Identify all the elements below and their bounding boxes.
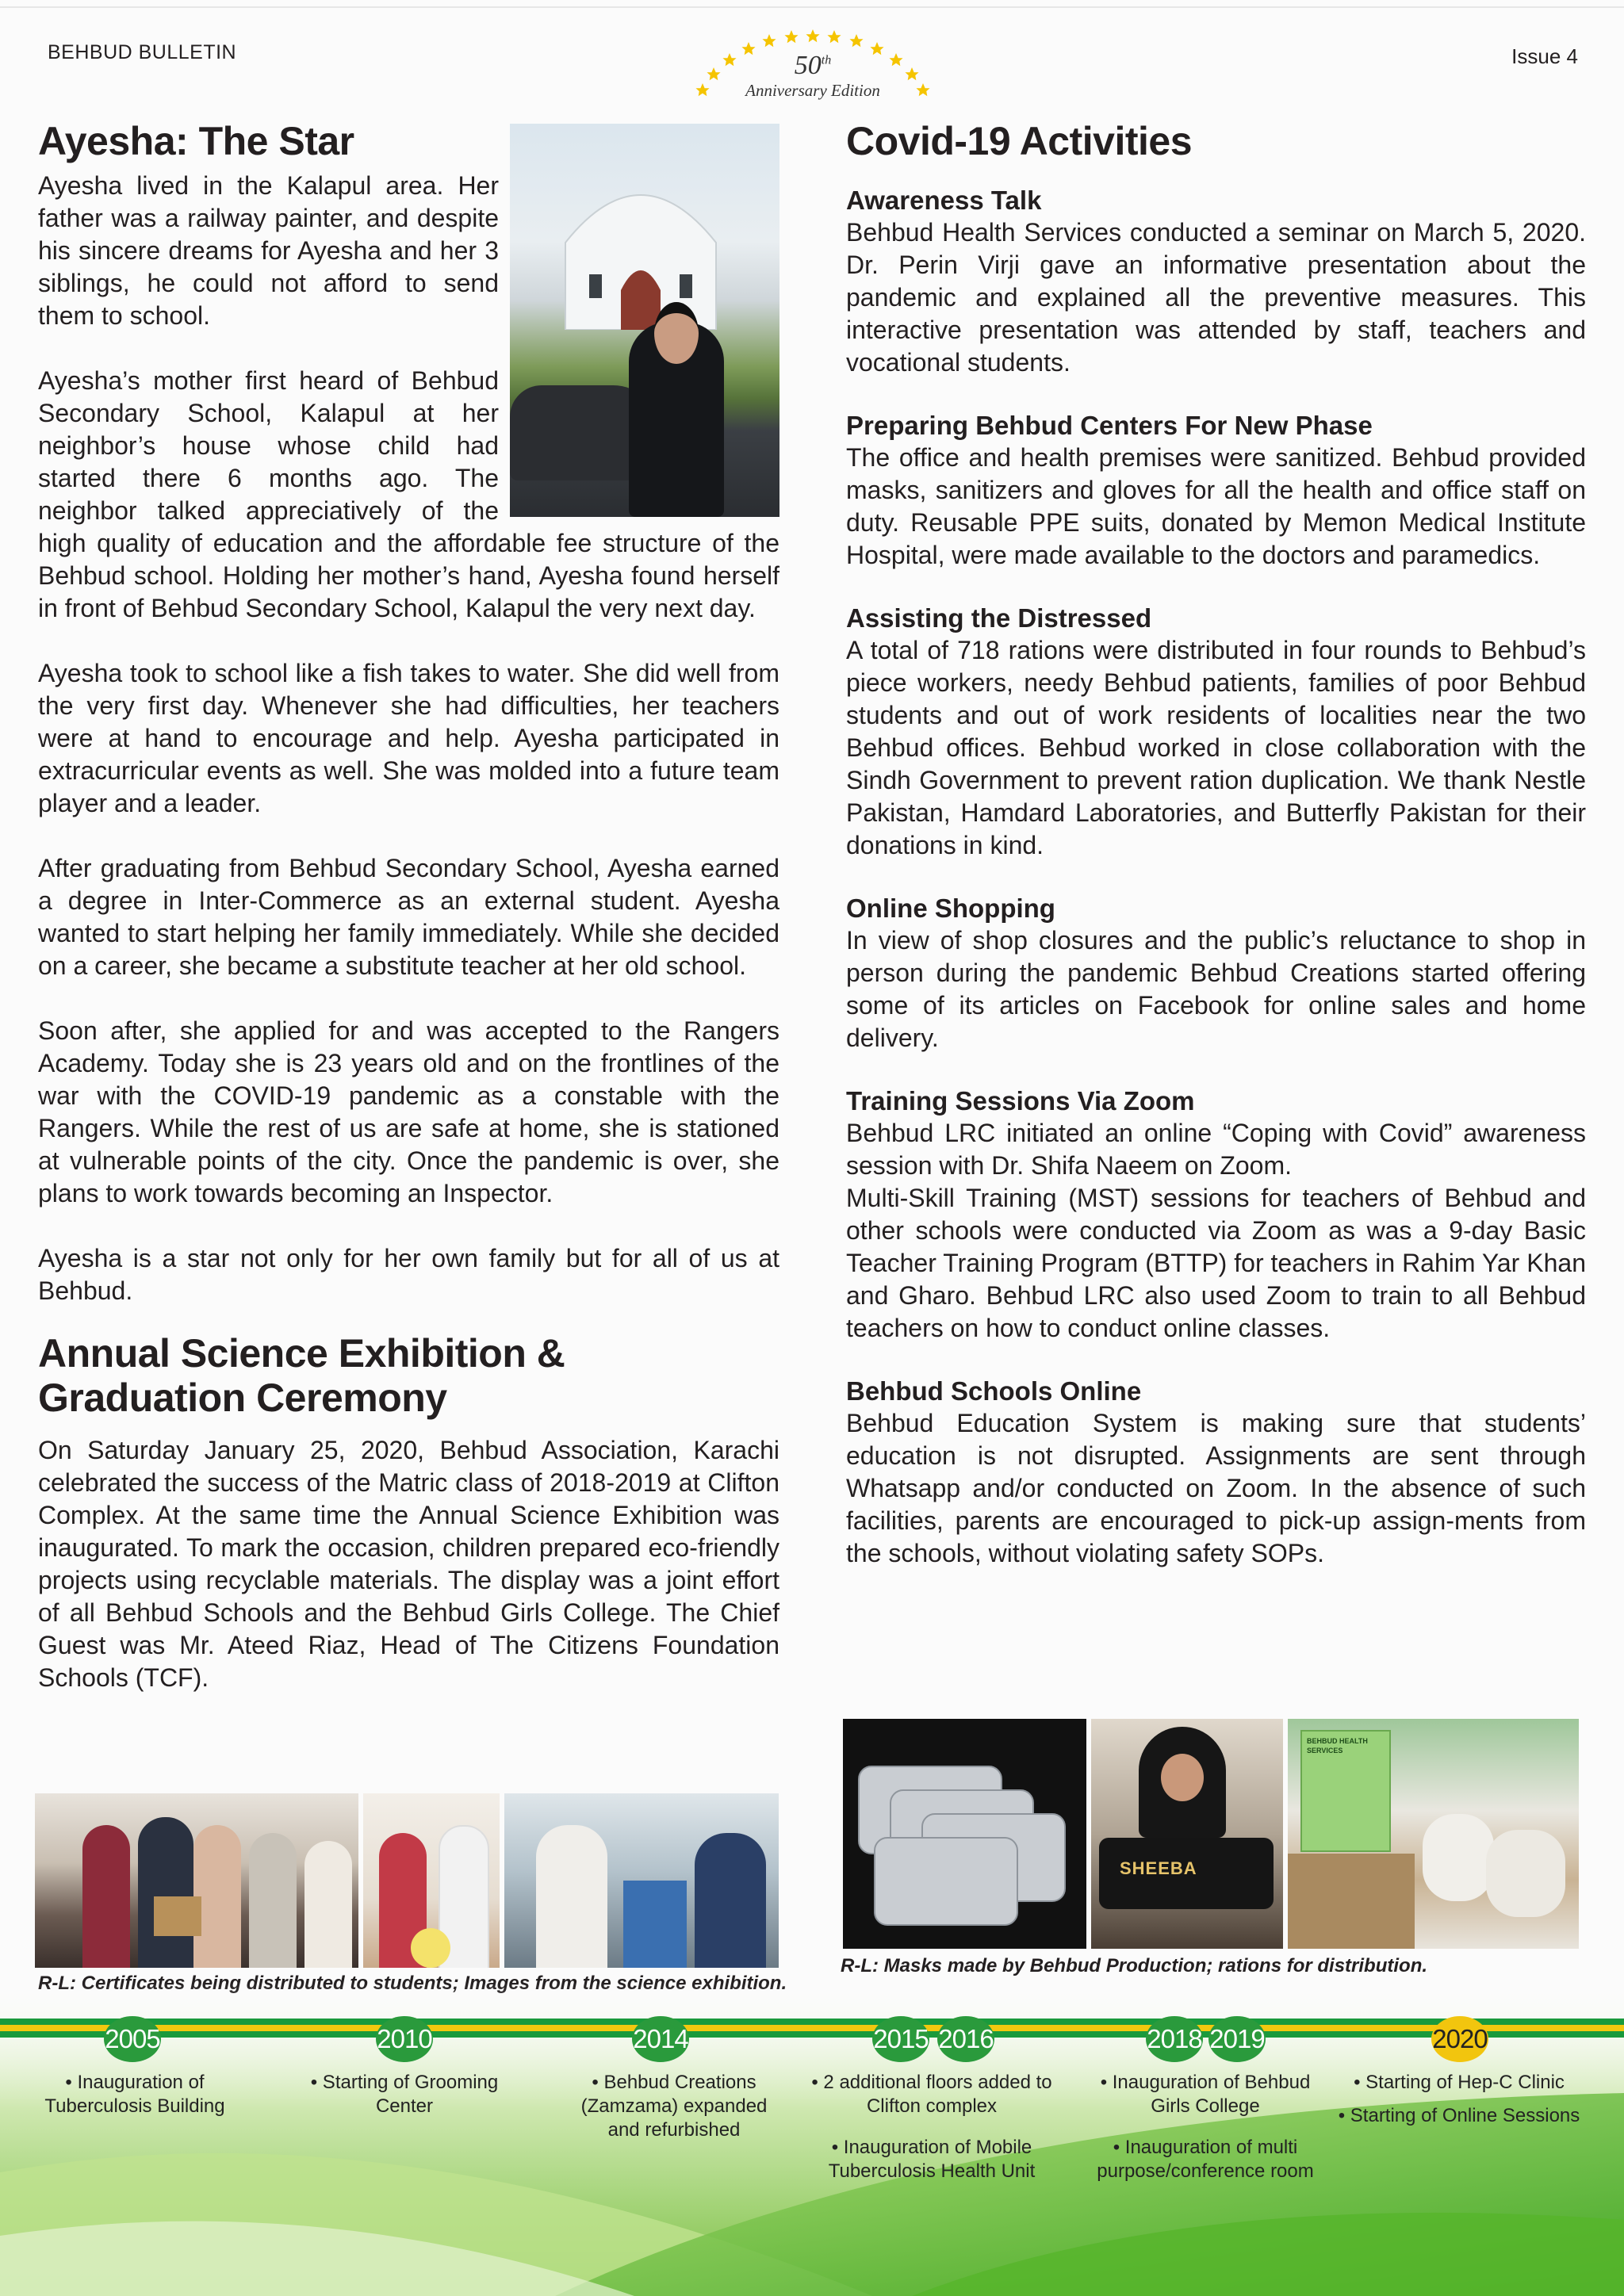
emblem-number: 50th [794, 51, 832, 80]
sewing-photo [1091, 1719, 1283, 1949]
ayesha-photo [510, 124, 779, 517]
science-paragraph: On Saturday January 25, 2020, Behbud Association, Karachi celebrated the success of the Matric class of 2018-2019 at Clifton Complex. At the same time the Annual Science Exhibition was inaugurated. To mark the occasion, children prepared eco-friendly projects using recyclable materials. The display was a joint effort of all Behbud Schools and the Behbud Girls College. The Chief Guest was Mr. Ateed Riaz, Head of The Citizens Foundation Schools (TCF). [38, 1436, 779, 1692]
event-2005: • Inauguration of Tuberculosis Building [44, 2072, 225, 2117]
poster-label: BEHBUD HEALTH SERVICES [1307, 1737, 1368, 1755]
event-2015-floors: • 2 additional floors added to Clifton complex [811, 2072, 1052, 2117]
year-2010: 2010 [376, 2016, 433, 2062]
top-rule [0, 6, 1624, 8]
section-body: A total of 718 rations were distributed in four rounds to Behbud’s piece workers, needy Behbud patients, families of poor Behbud students and out of work residents of localities near the two Behbud offices. Behbud worked in close collaboration with the Sindh Government to prevent ration duplication. We thank Nestle Pakistan, Hamdard Laboratories, and Butterfly Pakistan for their donations in kind. [846, 636, 1586, 859]
section-zoom [846, 1085, 1586, 1345]
section-body: Behbud Health Services conducted a seminar on March 5, 2020. Dr. Perin Virji gave an informative presentation about the pandemic and explained all the preventive measures. This interactive presentation was attended by staff, teachers and vocational students. [846, 218, 1586, 377]
section-awareness [846, 184, 1586, 379]
year-2018: 2018 [1146, 2016, 1203, 2062]
year-2019: 2019 [1208, 2016, 1266, 2062]
year-2015: 2015 [872, 2016, 929, 2062]
section-body: In view of shop closures and the public’s reluctance to shop in person during the pandemic Behbud Creations started offering some of its articles on Facebook for online sales and home delivery. [846, 926, 1586, 1052]
certificate-photo [35, 1793, 358, 1968]
section-heading: Awareness Talk [846, 186, 1042, 215]
section-heading: Training Sessions Via Zoom [846, 1086, 1195, 1115]
ayesha-title: Ayesha: The Star [38, 119, 354, 163]
ayesha-paragraph: Ayesha took to school like a fish takes to water. She did well from the very first day. Whenever she had difficulties, her teachers were at hand to encourage and help. Ayesha participated in extracurricular events as well. She was molded into a future team player and a leader. [38, 659, 779, 817]
section-distressed [846, 602, 1586, 862]
section-heading: Online Shopping [846, 894, 1055, 923]
event-2010: • Starting of Grooming Center [310, 2072, 499, 2117]
sewing-machine-label: SHEEBA [1120, 1858, 1197, 1878]
emblem-edition: Anniversary Edition [745, 81, 880, 100]
event-2020-online: • Starting of Online Sessions [1338, 2105, 1580, 2126]
covid-photo-caption: R-L: Masks made by Behbud Production; rations for distribution. [841, 1955, 1428, 1976]
students-photo [363, 1793, 500, 1968]
exhibition-photo [504, 1793, 779, 1968]
section-body: Multi-Skill Training (MST) sessions for teachers of Behbud and other schools were conducted via Zoom as was a 9-day Basic Teacher Training Program (BTTP) for teachers in Rahim Yar Khan and Gharo. Behbud LRC also used Zoom to train to all Behbud teachers on how to conduct online classes. [846, 1184, 1586, 1342]
section-preparing [846, 409, 1586, 572]
event-2020-hepc: • Starting of Hep-C Clinic [1354, 2072, 1565, 2093]
science-title: Annual Science Exhibition & Graduation Ceremony [38, 1331, 565, 1420]
ayesha-paragraph: After graduating from Behbud Secondary School, Ayesha earned a degree in Inter-Commerce as an external student. Ayesha wanted to start helping her family immediately. While she decided on a career, she became a substitute teacher at her old school. [38, 854, 779, 980]
rations-photo [1288, 1719, 1579, 1949]
masks-image [843, 1719, 1086, 1949]
section-schools-online [846, 1375, 1586, 1570]
section-heading: Behbud Schools Online [846, 1376, 1142, 1406]
section-shopping [846, 892, 1586, 1054]
section-body: The office and health premises were sanitized. Behbud provided masks, sanitizers and gloves for all the health and office staff on duty. Reusable PPE suits, donated by Memon Medical Institute Hospital, were made available to the doctors and paramedics. [846, 443, 1586, 569]
anniversary-emblem [690, 29, 936, 108]
covid-photos [843, 1719, 1580, 1949]
mausoleum-image [542, 155, 740, 330]
issue-number: Issue 4 [1511, 44, 1578, 68]
event-2014: • Behbud Creations (Zamzama) expanded and refurbished [580, 2072, 768, 2141]
covid-title: Covid-19 Activities [846, 119, 1193, 163]
year-2014: 2014 [632, 2016, 689, 2062]
year-2016: 2016 [937, 2016, 994, 2062]
timeline-band [0, 2019, 1624, 2038]
section-body: Behbud Education System is making sure that students’ education is not disrupted. Assignments are sent through Whatsapp and/or conducted on Zoom. In the absence of such facilities, parents are encouraged to pick-up assign-ments from the schools, without violating safety SOPs. [846, 1409, 1586, 1567]
section-heading: Preparing Behbud Centers For New Phase [846, 411, 1373, 440]
ayesha-paragraph: Soon after, she applied for and was accepted to the Rangers Academy. Today she is 23 years old and on the frontlines of the war with the COVID-19 pandemic as a constable with the Rangers. While the rest of us are safe at home, she is stationed at vulnerable points of the city. Once the pandemic is over, she plans to work towards becoming an Inspector. [38, 1016, 779, 1207]
ayesha-paragraph: Ayesha lived in the Kalapul area. Her father was a railway painter, and despite his sincere dreams for Ayesha and her 3 siblings, he could not afford to send them to school. [38, 171, 499, 330]
left-column [38, 119, 779, 1694]
ranger-head [654, 302, 699, 364]
right-column [846, 119, 1586, 1600]
section-body: Behbud LRC initiated an online “Coping with Covid” awareness session with Dr. Shifa Naeem on Zoom. [846, 1119, 1586, 1180]
event-2018-college: • Inauguration of Behbud Girls College [1100, 2072, 1311, 2117]
masks-photo [843, 1719, 1086, 1949]
ayesha-paragraph: Ayesha is a star not only for her own family but for all of us at Behbud. [38, 1244, 779, 1305]
ayesha-paragraph: Ayesha’s mother first heard of Behbud Secondary School, Kalapul at her neighbor’s house whose child had started there 6 months ago. The neighbor talked appreciatively of the high quality of education and the affordable fee structure of the Behbud school. Holding her mother’s hand, Ayesha found herself in front of Behbud Secondary School, Kalapul the very next day. [38, 366, 779, 622]
section-heading: Assisting the Distressed [846, 603, 1152, 633]
event-2015-mobile: • Inauguration of Mobile Tuberculosis Health Unit [828, 2137, 1036, 2182]
year-2005: 2005 [104, 2016, 161, 2062]
event-2018-room: • Inauguration of multi purpose/conference room [1097, 2137, 1314, 2182]
publication-name: BEHBUD BULLETIN [48, 41, 237, 63]
science-photos [35, 1793, 780, 1968]
year-2020: 2020 [1431, 2016, 1488, 2062]
